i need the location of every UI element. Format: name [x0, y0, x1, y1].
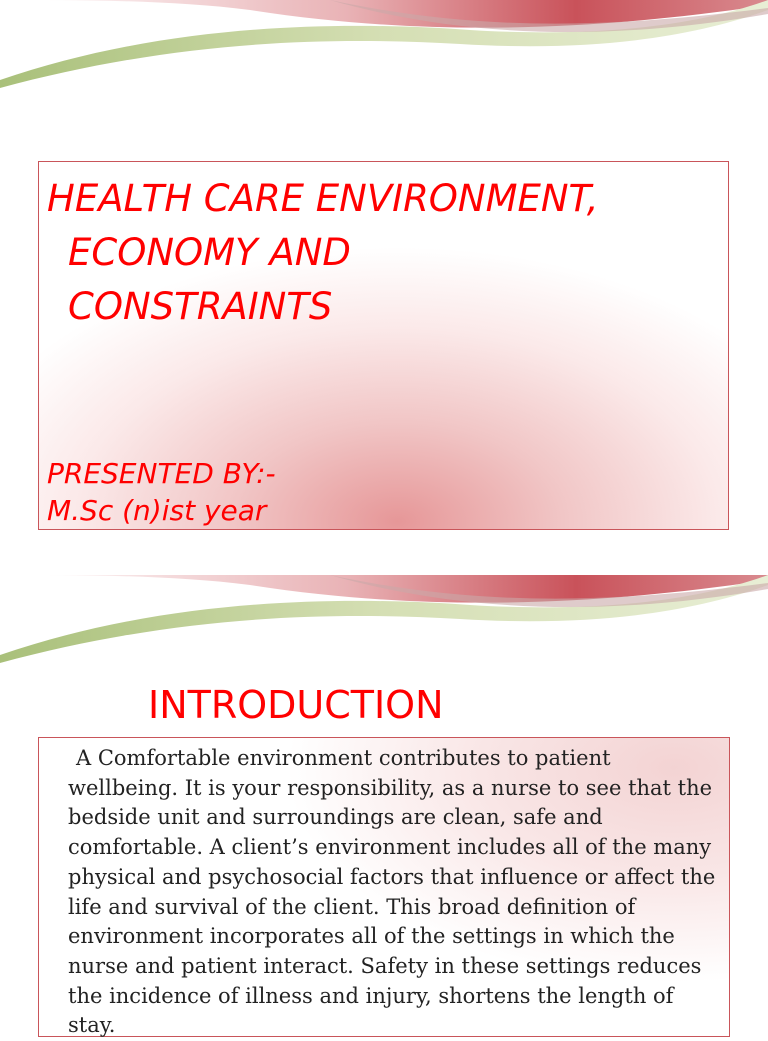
decorative-swoosh-top [0, 575, 768, 675]
title-box [38, 161, 729, 530]
presenter-block [47, 455, 276, 529]
title-line-2: ECONOMY AND [68, 231, 351, 274]
presented-by-label: PRESENTED BY:- [47, 457, 276, 490]
title-line-1: HEALTH CARE ENVIRONMENT, [47, 177, 599, 220]
introduction-heading: INTRODUCTION [148, 683, 444, 727]
content-box [38, 737, 730, 1037]
title-line-3: CONSTRAINTS [68, 285, 333, 328]
slide-title [47, 172, 717, 334]
introduction-body: A Comfortable environment contributes to patient wellbeing. It is your responsibility, as a nurse to see that the bedside unit and surroundings are clean, safe and comfortable. A client’s environment includes all of the many physical and psychosocial factors that influence or affect the life and survival of the client. This broad definition of environment incorporates all of the settings in which the nurse and patient interact. Safety in these settings reduces the incidence of illness and injury, shortens the length of stay. [68, 746, 716, 1038]
presenter-name: M.Sc (n)ist year [47, 494, 267, 527]
introduction-slide [0, 575, 768, 1038]
decorative-swoosh-top [0, 0, 768, 100]
